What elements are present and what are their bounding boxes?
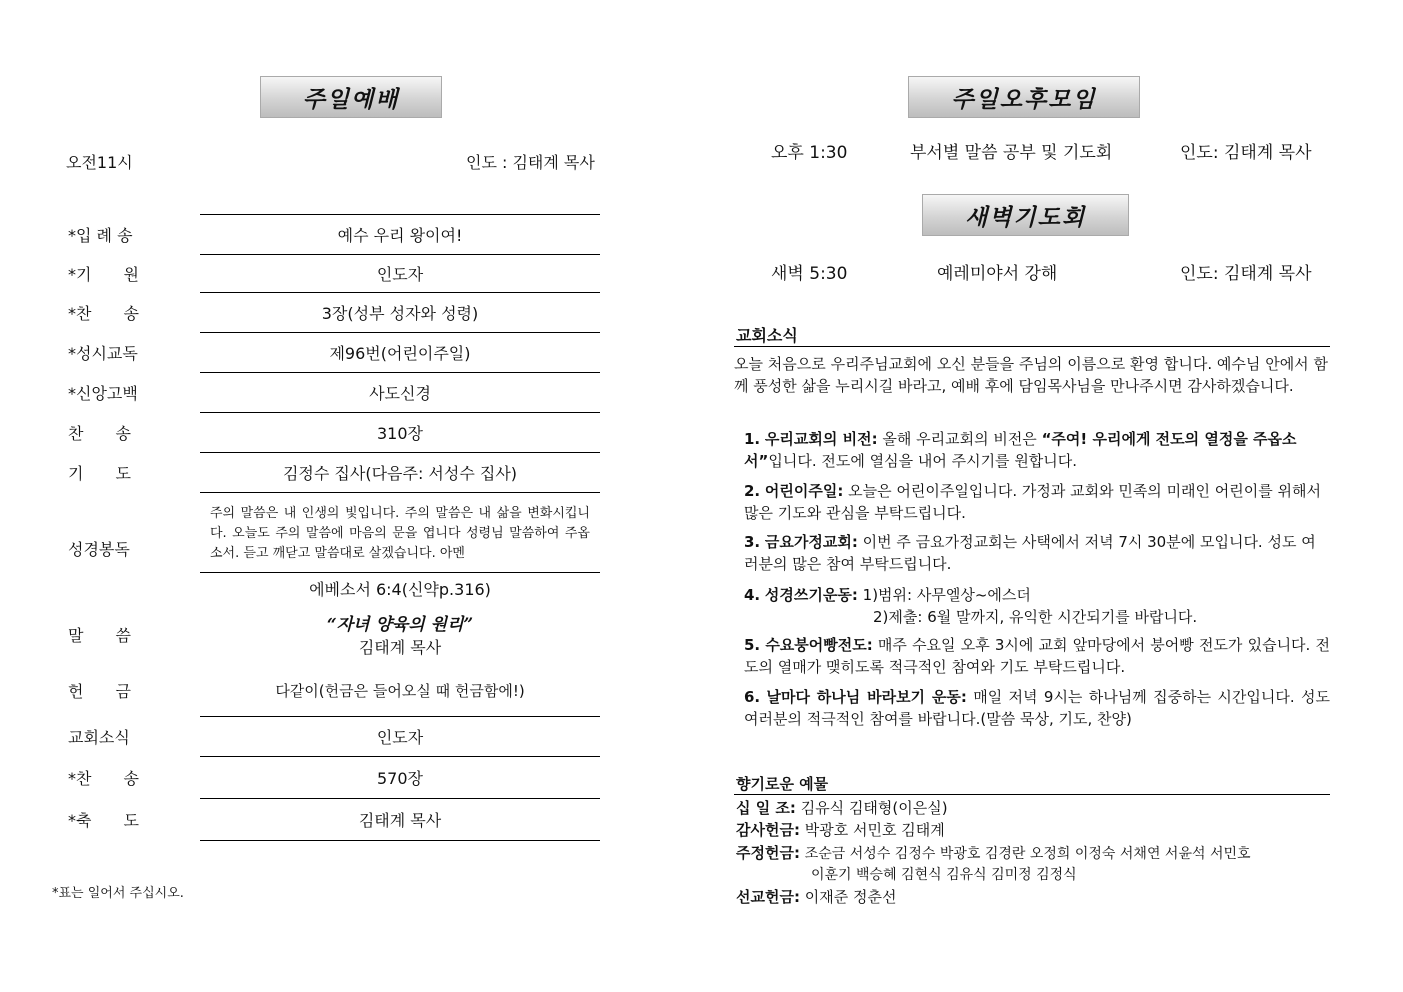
news-item-number: 5. (744, 636, 761, 654)
scripture-reference: 에베소서 6:4(신약p.316) (309, 580, 491, 599)
order-value: 570장 (377, 768, 423, 788)
afternoon-time: 오후 1:30 (771, 143, 848, 163)
offering-names: 김유식 김태형(이은실) (800, 799, 948, 817)
order-row (60, 332, 600, 372)
sermon (200, 604, 600, 664)
offering-label: 십 일 조: (736, 799, 796, 817)
afternoon-meeting-title: 주일오후모임 (951, 86, 1097, 113)
offering-row-continued: 이훈기 백승혜 김현식 김유식 김미정 김정식 (811, 867, 1077, 883)
offering-row (736, 819, 945, 841)
news-item-text: 올해 우리교회의 비전은 (882, 430, 1042, 448)
order-label: *성시교독 (68, 343, 138, 363)
news-item-daily-prayer (744, 686, 1330, 730)
news-item-bible-writing (744, 584, 1330, 606)
news-item-wednesday-evangelism (744, 634, 1330, 678)
news-item-line1: 1)범위: 사무엘상~에스더 (862, 586, 1031, 604)
news-item-title: 우리교회의 비전: (764, 430, 878, 448)
news-item-title: 어린이주일: (764, 482, 844, 500)
offerings-heading: 향기로운 예물 (736, 775, 829, 793)
order-label: *찬 송 (68, 303, 139, 323)
order-value: 예수 우리 왕이여! (337, 225, 463, 245)
order-value: 사도신경 (369, 383, 431, 403)
news-item-title: 날마다 하나님 바라보기 운동: (766, 688, 967, 706)
offering-label: 감사헌금: (736, 821, 800, 839)
order-row (60, 254, 600, 292)
news-item-text: 이번 주 금요가정교회는 사택에서 저녁 7시 30분에 모입니다. 성도 여러분의 많은 참여 부탁드립니다. (744, 533, 1316, 573)
sunday-service-banner (260, 76, 442, 118)
dawn-prayer-banner (922, 194, 1129, 236)
standing-footnote: *표는 일어서 주십시오. (52, 886, 184, 901)
order-row-sermon (60, 604, 600, 664)
order-label: 기 도 (68, 463, 131, 483)
sunday-service-title: 주일예배 (302, 86, 400, 113)
news-item-title: 수요붕어빵전도: (765, 636, 873, 654)
order-label: *신앙고백 (68, 383, 138, 403)
church-news-divider (734, 346, 1330, 347)
news-item-tail: 입니다. 전도에 열심을 내어 주시기를 원합니다. (768, 452, 1078, 470)
afternoon-meeting-banner (908, 76, 1140, 118)
news-item-number: 3. (744, 533, 761, 551)
order-row (60, 756, 600, 798)
news-item-vision (744, 428, 1330, 472)
order-value: 김정수 집사(다음주: 서성수 집사) (282, 463, 518, 483)
offering-names: 조순금 서성수 김정수 박광호 김경란 오정희 이정숙 서채연 서윤석 서민호 (804, 846, 1251, 862)
news-item-text: 매일 저녁 9시는 하나님께 집중하는 시간입니다. 성도 여러분의 적극적인 참여를 바랍니다.(말씀 묵상, 기도, 찬양) (744, 688, 1330, 728)
order-row (60, 452, 600, 492)
order-label: 말 씀 (68, 625, 131, 645)
offering-label: 주정헌금: (736, 844, 800, 862)
scripture-prayer: 주의 말씀은 내 인생의 빛입니다. 주의 말씀은 내 삶을 변화시킵니다. 오늘도 주의 말씀에 마음의 문을 엽니다 성령님 말씀하여 주옵소서. 듣고 깨닫고 말씀대로 살겠습니다. 아멘 (210, 506, 590, 561)
news-item-number: 6. (744, 688, 761, 706)
order-row (60, 412, 600, 452)
order-label: 찬 송 (68, 423, 131, 443)
offering-label: 선교헌금: (736, 888, 800, 906)
order-row (60, 664, 600, 716)
news-item-number: 4. (744, 586, 761, 604)
dawn-leader: 인도: 김태계 목사 (1180, 264, 1312, 284)
order-row (60, 798, 600, 840)
news-item-text: 오늘은 어린이주일입니다. 가정과 교회와 민족의 미래인 어린이를 위해서 많은 기도와 관심을 부탁드립니다. (744, 482, 1322, 522)
order-of-service (60, 214, 600, 840)
service-leader: 인도 : 김태계 목사 (466, 153, 595, 172)
order-value: 인도자 (376, 727, 424, 747)
order-value: 3장(성부 성자와 성령) (321, 303, 479, 323)
dawn-time: 새벽 5:30 (771, 264, 848, 284)
order-value: 310장 (377, 423, 423, 443)
order-row-scripture (60, 492, 600, 604)
order-row (60, 214, 600, 254)
order-value: 인도자 (376, 264, 424, 284)
order-row (60, 716, 600, 756)
order-row (60, 372, 600, 412)
church-news-heading: 교회소식 (736, 326, 798, 345)
news-item-childrens-day (744, 480, 1330, 524)
afternoon-desc: 부서별 말씀 공부 및 기도회 (910, 143, 1113, 163)
offering-row (736, 797, 948, 819)
order-label: *축 도 (68, 810, 139, 830)
news-item-bible-writing-line2: 2)제출: 6월 말까지, 유익한 시간되기를 바랍니다. (873, 608, 1198, 626)
church-news-intro: 오늘 처음으로 우리주님교회에 오신 분들을 주님의 이름으로 환영 합니다. 예수님 안에서 함께 풍성한 삶을 누리시길 바라고, 예배 후에 담임목사님을 만나주시면 감사하겠습니다. (734, 355, 1328, 395)
order-label: 교회소식 (68, 727, 130, 747)
news-item-title: 성경쓰기운동: (764, 586, 858, 604)
afternoon-leader: 인도: 김태계 목사 (1180, 143, 1312, 163)
order-value: 다같이(헌금은 들어오실 때 헌금함에!) (275, 681, 525, 700)
offering-row (736, 842, 1251, 865)
news-item-friday-house-church (744, 531, 1330, 575)
dawn-prayer-title: 새벽기도회 (964, 204, 1087, 231)
order-label: 헌 금 (68, 681, 131, 701)
order-value: 제96번(어린이주일) (329, 343, 471, 363)
news-item-number: 1. (744, 430, 761, 448)
order-label: *기 원 (68, 264, 139, 284)
news-item-title: 금요가정교회: (764, 533, 858, 551)
order-label: *찬 송 (68, 768, 139, 788)
offering-names: 이재준 정춘선 (804, 888, 897, 906)
sermon-title: “자녀 양육의 원리” (326, 615, 474, 635)
order-value: 김태계 목사 (358, 810, 442, 830)
order-label: 성경봉독 (68, 539, 130, 559)
news-item-number: 2. (744, 482, 761, 500)
service-time: 오전11시 (66, 153, 133, 172)
offering-row (736, 886, 896, 908)
news-item-text: 매주 수요일 오후 3시에 교회 앞마당에서 붕어빵 전도가 있습니다. 전도의 열매가 맺히도록 적극적인 참여와 기도 부탁드립니다. (744, 636, 1330, 676)
offerings-divider (734, 794, 1330, 795)
dawn-desc: 예레미야서 강해 (937, 264, 1058, 284)
sermon-preacher: 김태계 목사 (358, 638, 442, 657)
news-item-emphasis: “주여! 우리에게 전도의 열정을 주옵소서” (744, 430, 1297, 470)
offering-names: 박광호 서민호 김태계 (804, 821, 945, 839)
order-label: *입 례 송 (68, 225, 133, 245)
order-row (60, 292, 600, 332)
